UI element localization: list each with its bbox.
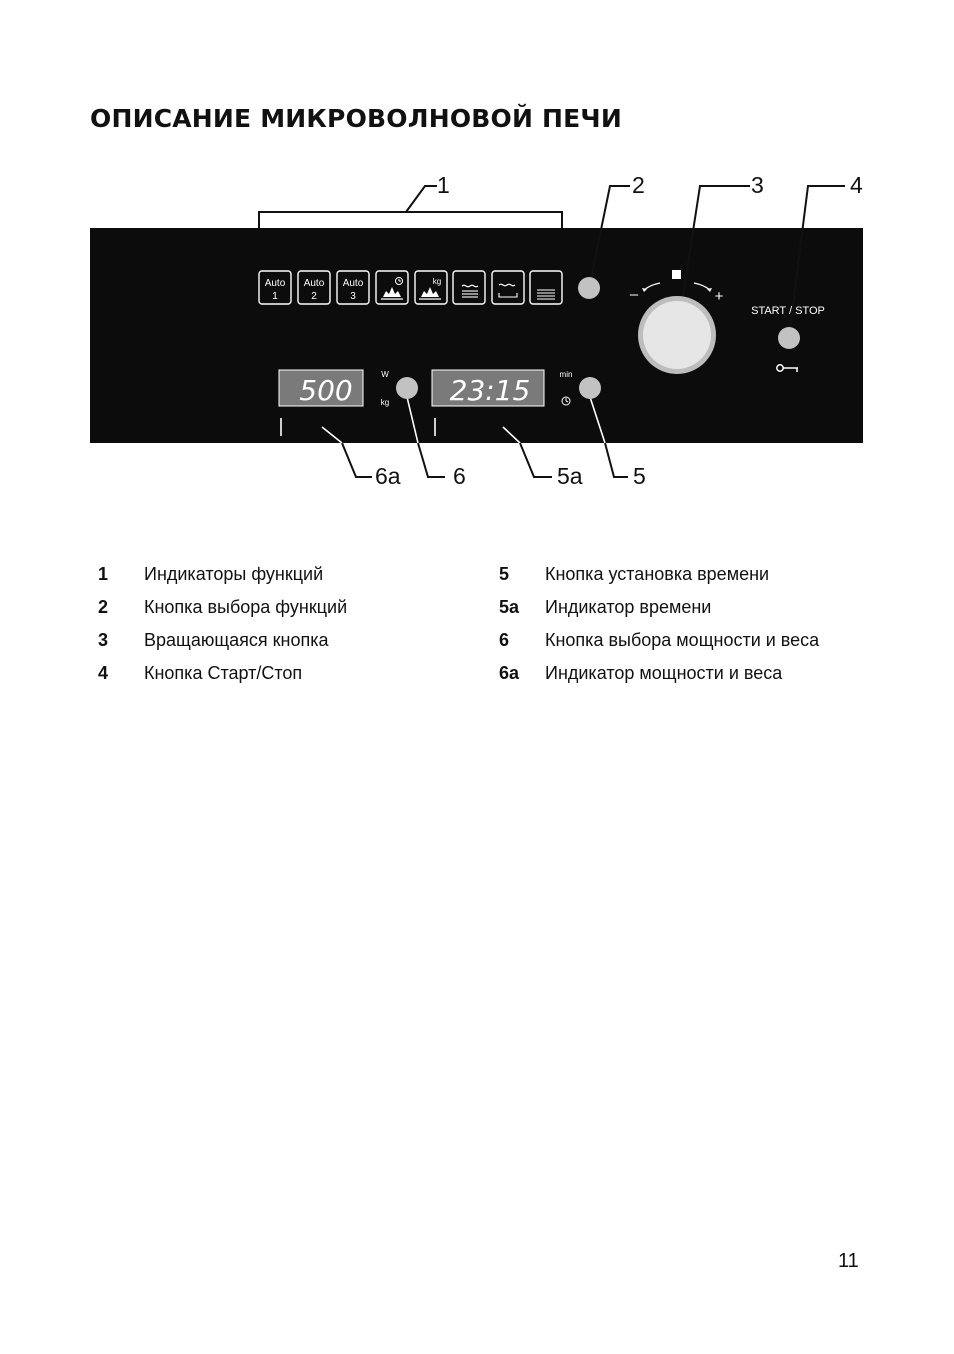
legend-item bbox=[98, 558, 347, 591]
legend-number: 6a bbox=[499, 663, 520, 683]
power-weight-button[interactable] bbox=[396, 377, 418, 399]
legend-text: Индикаторы функций bbox=[144, 564, 324, 584]
unit-w-label: W bbox=[381, 370, 389, 379]
callout-4: 4 bbox=[850, 172, 863, 198]
page-title: ОПИСАНИЕ МИКРОВОЛНОВОЙ ПЕЧИ bbox=[90, 104, 622, 133]
legend-item bbox=[98, 657, 347, 690]
control-panel-diagram bbox=[0, 0, 954, 520]
legend-text: Индикатор времени bbox=[545, 597, 712, 617]
callout-6: 6 bbox=[453, 463, 466, 489]
legend-number: 6 bbox=[499, 630, 510, 650]
unit-kg-label: kg bbox=[380, 398, 390, 407]
bracket-1 bbox=[259, 212, 562, 228]
leader-5 bbox=[605, 443, 628, 477]
dial-minus-label: – bbox=[629, 286, 639, 303]
legend-number: 2 bbox=[98, 597, 109, 617]
callout-6a: 6a bbox=[375, 463, 401, 489]
callout-2: 2 bbox=[632, 172, 645, 198]
auto3-label: Auto bbox=[342, 278, 364, 289]
callout-1: 1 bbox=[437, 172, 450, 198]
leader-6 bbox=[418, 443, 445, 477]
time-set-button[interactable] bbox=[579, 377, 601, 399]
svg-text:kg: kg bbox=[432, 277, 442, 286]
legend-item bbox=[98, 624, 347, 657]
legend-text: Индикатор мощности и веса bbox=[545, 663, 783, 683]
leader-5a bbox=[520, 443, 552, 477]
auto1-number: 1 bbox=[272, 291, 278, 302]
auto2-number: 2 bbox=[311, 291, 317, 302]
rotary-knob[interactable] bbox=[643, 301, 711, 369]
legend-number: 5a bbox=[499, 597, 520, 617]
auto1-label: Auto bbox=[264, 278, 286, 289]
legend-item bbox=[499, 558, 819, 591]
unit-min-label: min bbox=[559, 370, 573, 379]
legend-item bbox=[499, 657, 819, 690]
callout-3: 3 bbox=[751, 172, 764, 198]
function-select-button[interactable] bbox=[578, 277, 600, 299]
start-stop-label: START / STOP bbox=[751, 305, 825, 317]
legend-text: Кнопка выбора функций bbox=[144, 597, 348, 617]
legend-item bbox=[499, 624, 819, 657]
legend-number: 3 bbox=[98, 630, 109, 650]
leader-6a bbox=[342, 443, 372, 477]
legend-number: 5 bbox=[499, 564, 510, 584]
legend-text: Кнопка установка времени bbox=[545, 564, 770, 584]
legend-text: Вращающаяся кнопка bbox=[144, 630, 329, 650]
callout-5: 5 bbox=[633, 463, 646, 489]
function-indicator-grill bbox=[492, 271, 524, 304]
time-value: 23:15 bbox=[449, 374, 531, 407]
leader-1 bbox=[406, 186, 437, 212]
legend-item bbox=[98, 591, 347, 624]
legend-number: 1 bbox=[98, 564, 109, 584]
control-panel bbox=[90, 228, 863, 443]
power-weight-value: 500 bbox=[299, 374, 353, 407]
legend-text: Кнопка Старт/Стоп bbox=[144, 663, 303, 683]
stop-square-icon bbox=[672, 270, 681, 279]
function-indicator-microwave bbox=[453, 271, 485, 304]
callout-5a: 5a bbox=[557, 463, 583, 489]
legend-left bbox=[98, 558, 347, 690]
start-stop-button[interactable] bbox=[778, 327, 800, 349]
legend-item bbox=[499, 591, 819, 624]
legend-number: 4 bbox=[98, 663, 109, 683]
legend-text: Кнопка выбора мощности и веса bbox=[545, 630, 820, 650]
dial-plus-label: + bbox=[714, 288, 724, 305]
legend-right bbox=[499, 558, 819, 690]
page-number: 11 bbox=[838, 1250, 859, 1272]
auto3-number: 3 bbox=[350, 291, 356, 302]
auto2-label: Auto bbox=[303, 278, 325, 289]
